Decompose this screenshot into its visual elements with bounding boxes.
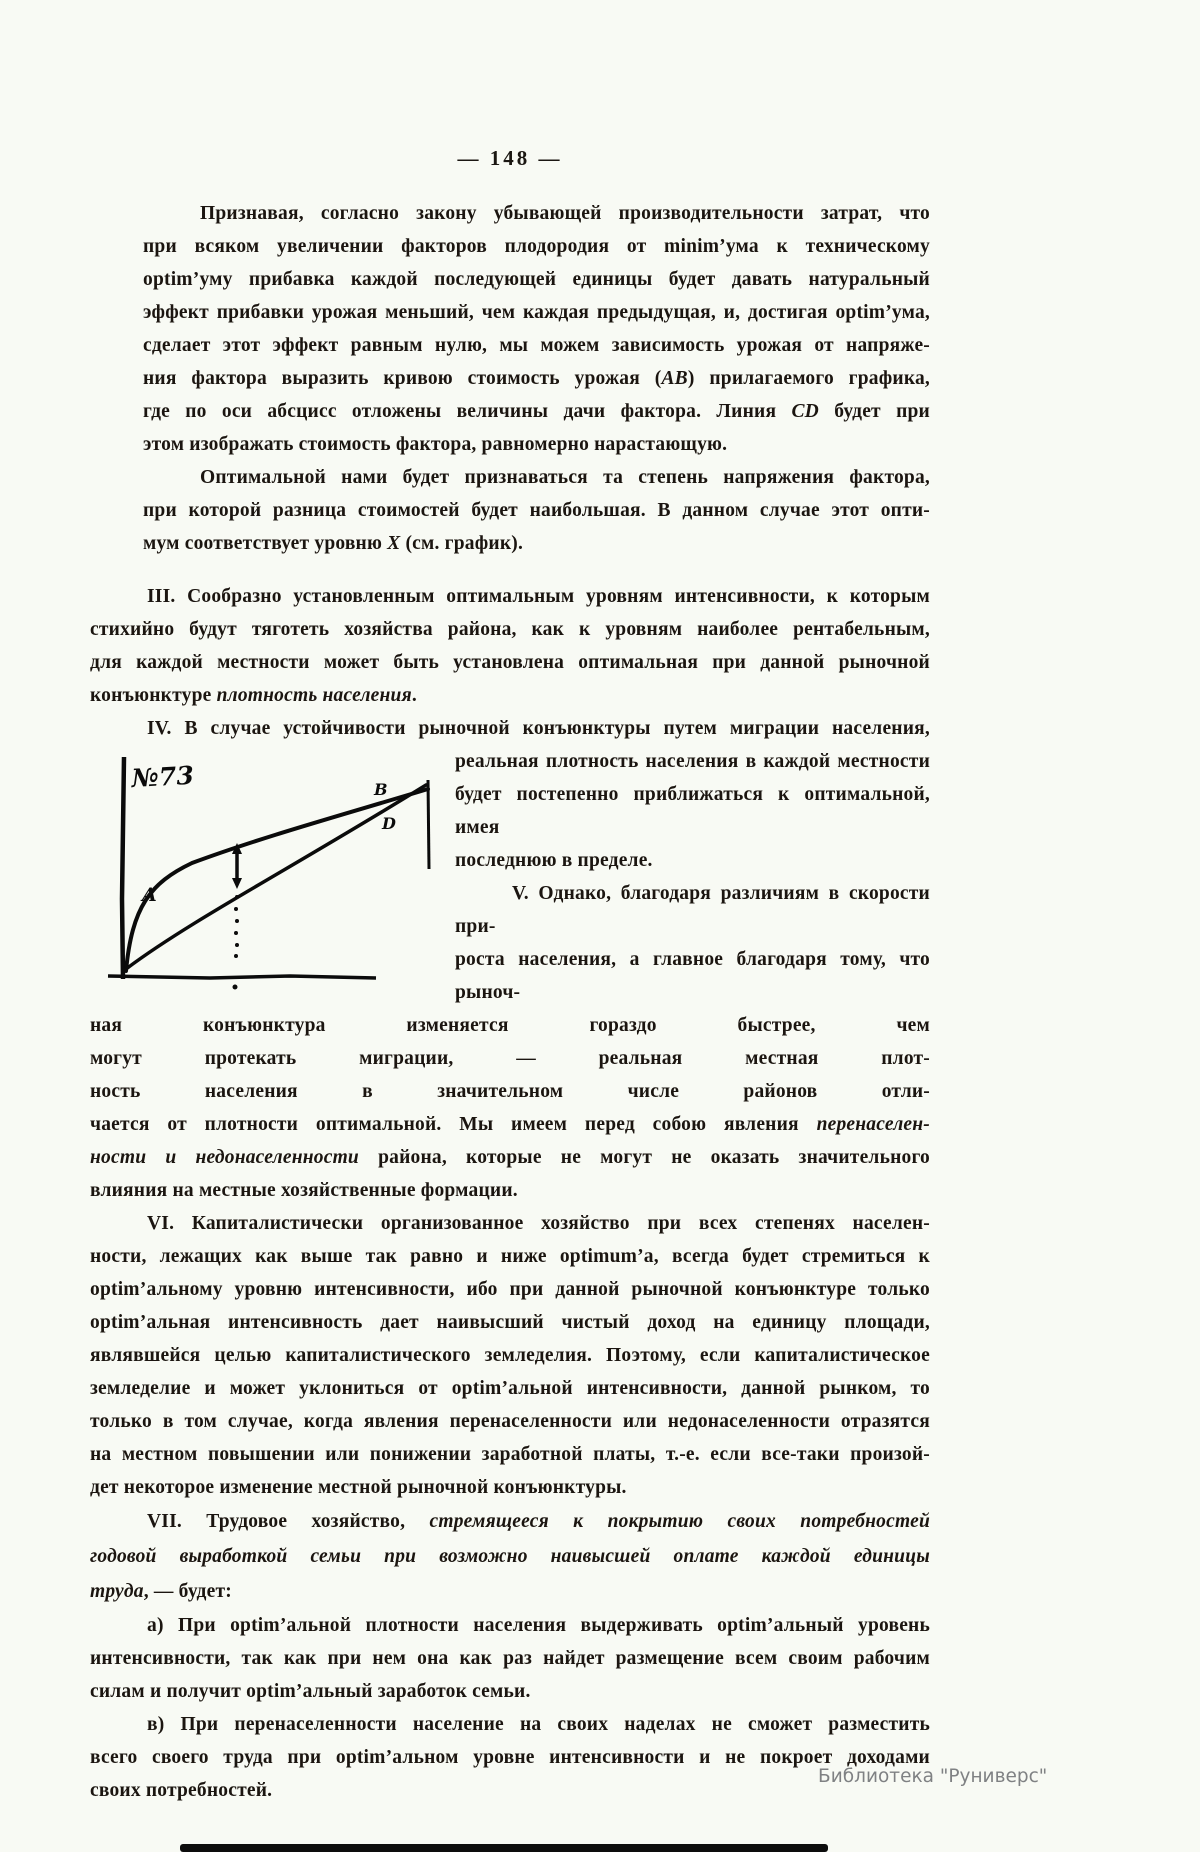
body-text: роста населения, а главное благодаря тому, что рыноч- [455, 949, 930, 1003]
body-text: ная конъюнктура изменяется гораздо быстрее, чем [90, 1015, 930, 1036]
body-text: ния фактора выразить кривою стоимость урожая ( [143, 368, 662, 389]
text-line [90, 1504, 930, 1539]
body-text: района, которые не могут не оказать значительного [358, 1147, 930, 1168]
text-line [90, 1273, 930, 1306]
figure-caption: №73 [130, 760, 195, 793]
body-text: на местном повышении или понижении заработной платы, т.-е. если все-таки произой- [90, 1444, 930, 1465]
text-line [90, 646, 930, 679]
watermark: Библиотека "Руниверс" [818, 1766, 1048, 1787]
body-text: интенсивности, так как при нем она как раз найдет размещение всем своим рабочим [90, 1648, 930, 1669]
text-line [90, 1372, 930, 1405]
x-point-dot [233, 985, 238, 990]
text-line [90, 679, 930, 712]
text-line [90, 1042, 930, 1075]
text-line [90, 1741, 930, 1774]
body-text: чается от плотности оптимальной. Мы имеем перед собою явления [90, 1114, 817, 1135]
body-text: Оптимальной нами будет признаваться та степень напряжения фактора, [200, 467, 930, 488]
body-text: своих потребностей. [90, 1780, 273, 1801]
text-line [143, 428, 930, 461]
text-line [143, 230, 930, 263]
body-text: VI. Капиталистически организованное хозяйство при всех степенях населен- [147, 1213, 930, 1234]
text-line [90, 1471, 930, 1504]
body-text: силам и получит optim’альный заработок семьи. [90, 1681, 531, 1702]
body-text: сделает этот эффект равным нулю, мы можем зависимость урожая от напряже- [143, 335, 930, 356]
body-text: земледелие и может уклониться от optim’альной интенсивности, данной рынком, то [90, 1378, 930, 1399]
body-text: V. Однако, благодаря различиям в скорости при- [455, 883, 930, 937]
text-line [90, 1609, 930, 1642]
text-line [90, 1306, 930, 1339]
text-line [143, 461, 930, 494]
scan-artifact-bar [180, 1844, 828, 1852]
dotted-guide [234, 895, 239, 958]
text-line [90, 580, 930, 613]
text-line [90, 1405, 930, 1438]
text-line [90, 1207, 930, 1240]
text-line [143, 527, 930, 560]
graph-figure [90, 749, 455, 1007]
body-text: мум соответствует уровню [143, 533, 388, 554]
x-axis [108, 976, 376, 978]
label-B: B [374, 780, 388, 799]
figure [90, 749, 455, 1007]
body-text: при которой разница стоимостей будет наибольшая. В данном случае этот опти- [143, 500, 930, 521]
page-number: — 148 — [457, 146, 563, 170]
body-text: Признавая, согласно закону убывающей производительности затрат, что [200, 203, 930, 224]
body-text: ность населения в значительном числе районов отли- [90, 1081, 930, 1102]
text-line [90, 1642, 930, 1675]
text-line [143, 263, 930, 296]
body-text: являвшейся целью капиталистического земледелия. Поэтому, если капиталистическое [90, 1345, 930, 1366]
body-text: III. Сообразно установленным оптимальным уровням интенсивности, к которым [147, 586, 930, 607]
text-line [143, 329, 930, 362]
body-text: для каждой местности может быть установлена оптимальная при данной рыночной [90, 652, 930, 673]
text-line [90, 1009, 930, 1042]
body-text: стихийно будут тяготеть хозяйства района, как к уровням наиболее рентабельным, [90, 619, 930, 640]
body-text: этом изображать стоимость фактора, равномерно нарастающую. [143, 434, 728, 455]
text-line [90, 1339, 930, 1372]
text-line [143, 362, 930, 395]
body-text: при всяком увеличении факторов плодородия от minim’ума к техническому [143, 236, 930, 257]
text-line [143, 395, 930, 428]
right-tick [428, 780, 429, 869]
emphasis-text: труда [90, 1581, 144, 1602]
text-line [90, 1539, 930, 1574]
text-line [90, 1574, 930, 1609]
body-text: в) При перенаселенности население на своих наделах не сможет разместить [147, 1714, 930, 1735]
emphasis-text: перенаселен- [816, 1114, 930, 1135]
body-text: будет при [818, 401, 930, 422]
emphasis-text: стремящееся к покрытию своих потребностей [429, 1511, 930, 1532]
emphasis-text: ности и недонаселенности [90, 1147, 359, 1168]
body-text: дет некоторое изменение местной рыночной конъюнктуры. [90, 1477, 627, 1498]
text-line [90, 1675, 930, 1708]
text-line [90, 1240, 930, 1273]
body-text: (см. график). [400, 533, 524, 554]
text-line [143, 494, 930, 527]
emphasis-text: X [387, 533, 401, 554]
body-text: а) При optim’альной плотности населения выдерживать optim’альный уровень [147, 1615, 930, 1636]
text-line [90, 1075, 930, 1108]
body-text: ности, лежащих как выше так равно и ниже optimum’а, всегда будет стремиться к [90, 1246, 930, 1267]
text-line [143, 197, 930, 230]
text-line [143, 296, 930, 329]
label-A: A [142, 884, 157, 906]
body-text: эффект прибавки урожая меньший, чем каждая предыдущая, и, достигая optim’ума, [143, 302, 930, 323]
text-line [90, 1141, 930, 1174]
emphasis-text: AB [661, 368, 688, 389]
text-line [90, 1108, 930, 1141]
text-line [90, 712, 930, 745]
body-text: optim’уму прибавка каждой последующей единицы будет давать натуральный [143, 269, 930, 290]
emphasis-text: плотность населения [216, 685, 412, 706]
body-text: IV. В случае устойчивости рыночной конъюнктуры путем миграции населения, [147, 718, 930, 739]
body-text: будет постепенно приближаться к оптимальной, имея [455, 784, 930, 838]
body-text: конъюнктуре [90, 685, 217, 706]
body-text: . [411, 685, 417, 706]
text-line [90, 613, 930, 646]
body-text: VII. Трудовое хозяйство, [147, 1511, 430, 1532]
body-text: могут протекать миграции, — реальная местная плот- [90, 1048, 930, 1069]
text-line [90, 1708, 930, 1741]
text-line [90, 1174, 930, 1207]
emphasis-text: годовой выработкой семьи при возможно наивысшей оплате каждой единицы [90, 1546, 930, 1567]
body-text: optim’альному уровню интенсивности, ибо при данной рыночной конъюнктуре только [90, 1279, 930, 1300]
y-axis [122, 757, 124, 979]
body-text: optim’альная интенсивность дает наивысший чистый доход на единицу площади, [90, 1312, 930, 1333]
body-text: , — будет: [143, 1581, 232, 1602]
text-line [90, 1438, 930, 1471]
label-D: D [382, 814, 397, 833]
body-text: влияния на местные хозяйственные формации. [90, 1180, 518, 1201]
emphasis-text: CD [791, 401, 819, 422]
text-line [90, 1774, 930, 1807]
body-text: ) прилагаемого графика, [687, 368, 931, 389]
body-text: реальная плотность населения в каждой местности [455, 751, 930, 772]
body-text: только в том случае, когда явления перенаселенности или недонаселенности отразятся [90, 1411, 930, 1432]
body-text: всего своего труда при optim’альном уровне интенсивности и не покроет доходами [90, 1747, 930, 1768]
body-text: где по оси абсцисс отложены величины дачи фактора. Линия [143, 401, 792, 422]
body-text: последнюю в пределе. [455, 850, 653, 871]
text-flow [90, 197, 930, 1807]
